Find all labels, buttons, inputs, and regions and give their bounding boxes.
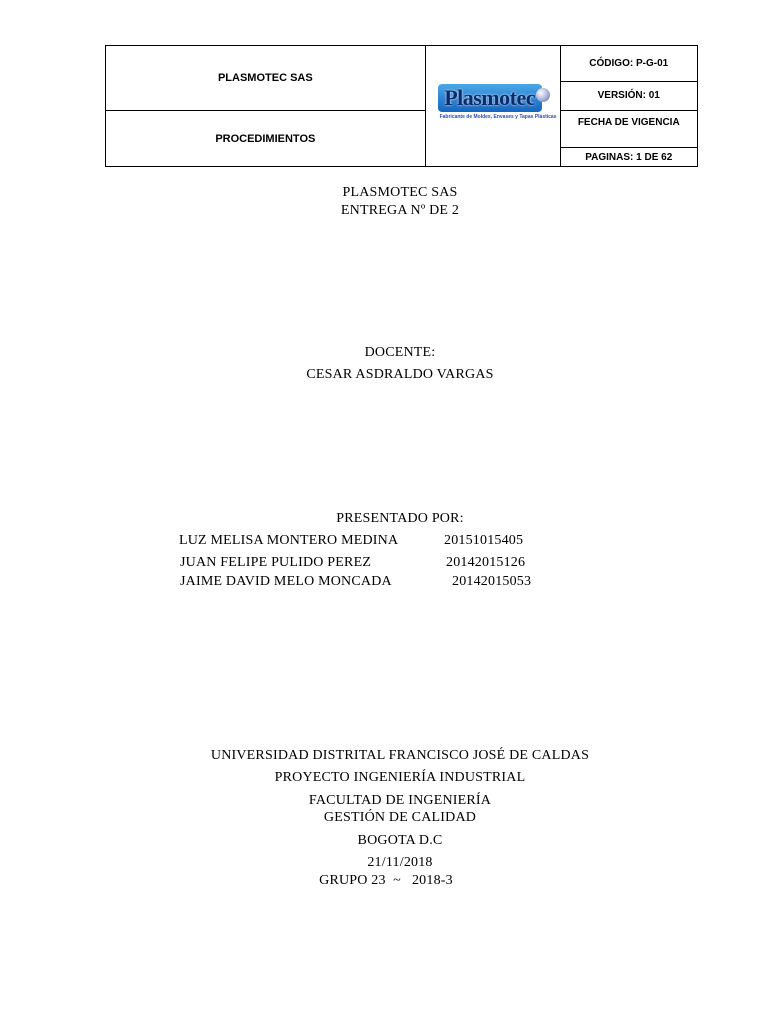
validity-cell <box>560 111 697 148</box>
student-code: 20151015405 <box>444 533 524 548</box>
logo-tagline: Fabricante de Moldes, Envases y Tapas Plásticas <box>439 114 557 120</box>
faculty-name: FACULTAD DE INGENIERÍA <box>308 793 492 808</box>
document-code: CÓDIGO: P-G-01 <box>589 57 669 69</box>
course-name: GESTIÓN DE CALIDAD <box>323 810 477 825</box>
company-name: PLASMOTEC SAS <box>217 72 313 84</box>
document-version: VERSIÓN: 01 <box>597 90 660 102</box>
title-line-2: ENTREGA Nº DE 2 <box>340 203 460 218</box>
teacher-name: CESAR ASDRALDO VARGAS <box>306 367 494 382</box>
student-code: 20142015053 <box>452 574 532 589</box>
logo-cell <box>425 46 560 167</box>
section-cell <box>106 111 426 167</box>
date: 21/11/2018 <box>367 855 433 870</box>
validity-date-label: FECHA DE VIGENCIA <box>577 117 680 128</box>
plasmotec-logo <box>438 84 557 128</box>
student-name: JAIME DAVID MELO MONCADA <box>180 574 392 589</box>
version-cell <box>560 81 697 110</box>
title-line-1: PLASMOTEC SAS <box>342 185 458 200</box>
pages-cell <box>560 148 697 167</box>
student-code: 20142015126 <box>446 555 526 570</box>
student-name: LUZ MELISA MONTERO MEDINA <box>179 533 399 548</box>
logo-wordmark: Plasmotec <box>438 84 542 112</box>
student-name: JUAN FELIPE PULIDO PEREZ <box>180 555 372 570</box>
page-count: PAGINAS: 1 DE 62 <box>585 151 673 163</box>
city: BOGOTA D.C <box>357 833 443 848</box>
section-name: PROCEDIMIENTOS <box>215 132 316 145</box>
group-info: GRUPO 23 ~ 2018-3 <box>319 873 453 888</box>
teacher-label: DOCENTE: <box>364 345 436 360</box>
bottle-cap-icon <box>536 88 550 102</box>
company-cell <box>106 46 426 111</box>
project-name: PROYECTO INGENIERÍA INDUSTRIAL <box>274 770 526 785</box>
university-name: UNIVERSIDAD DISTRITAL FRANCISCO JOSÉ DE CALDAS <box>210 748 590 763</box>
document-header-table <box>105 45 698 167</box>
code-cell <box>560 46 697 82</box>
presented-by-label: PRESENTADO POR: <box>336 511 464 526</box>
